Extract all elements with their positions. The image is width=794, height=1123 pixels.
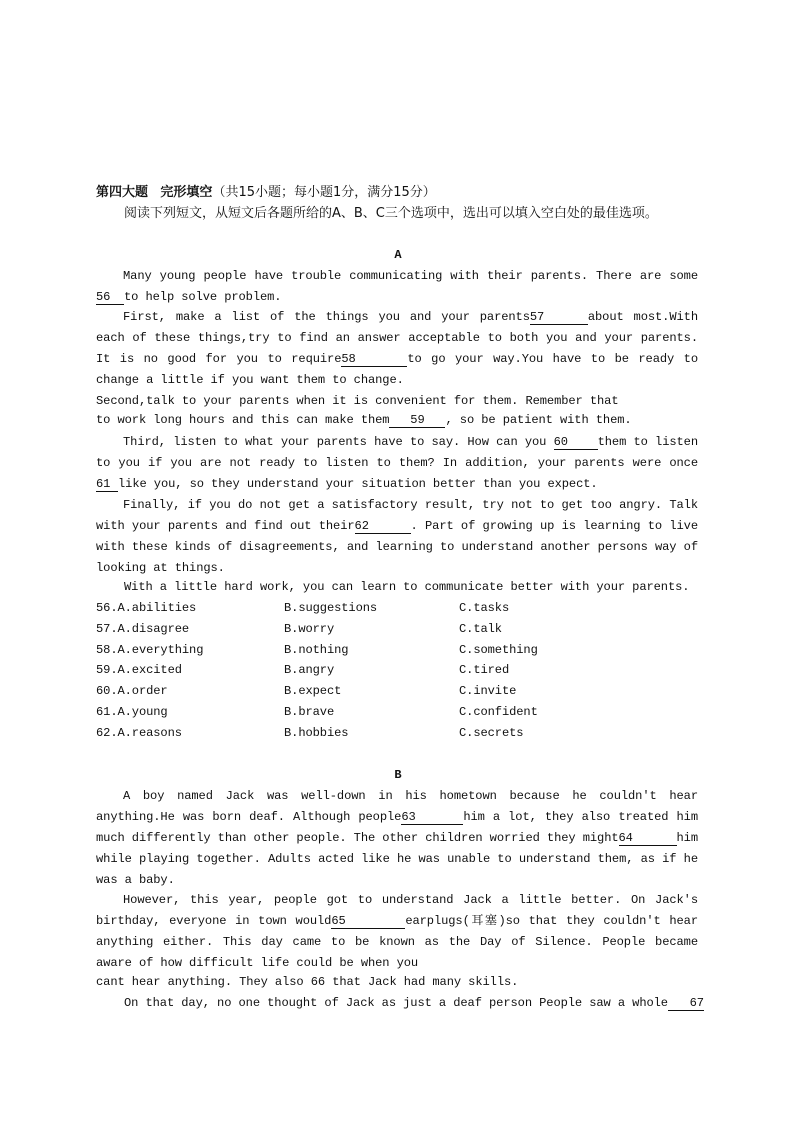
option-row-57: [96, 622, 700, 643]
option-c: C.tasks: [459, 601, 510, 615]
options-list-a: [96, 601, 700, 747]
option-a: 59.A.excited: [96, 663, 182, 678]
section-number: 第四大题: [96, 185, 149, 200]
blank-63: 63: [401, 810, 463, 825]
option-row-60: [96, 684, 700, 705]
passage-a-paragraph-5: Finally, if you do not get a satisfactory result, try not to get too angry. Talk with your parents and find out their62 . Part of growing up is learning to live with these kinds of disagreements, and learning to understand another persons way of looking at things.: [96, 498, 698, 575]
passage-a-heading: A: [394, 248, 402, 262]
blank-64: 64: [619, 831, 677, 846]
blank-61: 61: [96, 477, 118, 492]
option-c: C.secrets: [459, 725, 524, 740]
option-b: B.angry: [284, 663, 335, 678]
option-c: C.tired: [459, 663, 510, 678]
blank-62: 62: [355, 519, 411, 534]
option-row-61: [96, 705, 700, 726]
passage-a-paragraph-3-line-2: to work long hours and this can make them 59 , so be patient with them.: [96, 413, 632, 427]
option-a: 56.A.abilities: [96, 601, 197, 615]
blank-59: 59: [389, 413, 445, 428]
option-row-59: [96, 663, 700, 684]
option-a: 57.A.disagree: [96, 621, 190, 636]
option-a: 60.A.order: [96, 684, 168, 699]
option-b: B.expect: [284, 684, 342, 699]
option-c: C.something: [459, 642, 538, 657]
option-c: C.invite: [459, 684, 517, 699]
blank-65: 65: [331, 914, 405, 929]
option-b: B.hobbies: [284, 725, 349, 740]
passage-b-heading: B: [394, 768, 402, 782]
passage-a-paragraph-1: Many young people have trouble communicating with their parents. There are some 56 to help solve problem.: [96, 269, 698, 304]
section-header: [96, 181, 436, 200]
option-a: 62.A.reasons: [96, 725, 182, 740]
passage-b-paragraph-2: However, this year, people got to understand Jack a little better. On Jack's birthday, everyone in town would65 earplugs(耳塞)so that they couldn't hear anything either. This day came to be known as the Day of Silence. People became aware of how difficult life could be when you: [96, 893, 698, 970]
section-meta: （共15小题；每小题1分，满分15分）: [212, 185, 436, 200]
blank-60: 60: [554, 435, 598, 450]
option-b: B.worry: [284, 621, 335, 636]
passage-a-paragraph-2: First, make a list of the things you and your parents57 about most.With each of these things,try to find an answer acceptable to both you and your parents. It is no good for you to require58 to go your way.You have to be ready to change a little if you want them to change.: [96, 310, 698, 387]
section-name: 完形填空: [160, 185, 213, 200]
passage-b-paragraph-1: A boy named Jack was well-down in his hometown because he couldn't hear anything.He was born deaf. Although people63 him a lot, they also treated him much differently than other people. The other children worried they might64 him while playing together. Adults acted like he was unable to understand them, as if he was a baby.: [96, 789, 698, 887]
blank-56: 56: [96, 290, 124, 305]
option-c: C.talk: [459, 621, 502, 636]
blank-67: 67: [668, 996, 704, 1011]
option-b: B.suggestions: [284, 601, 378, 615]
passage-b-paragraph-2-last-line: cant hear anything. They also 66 that Jack had many skills.: [96, 975, 519, 989]
option-row-58: [96, 643, 700, 664]
blank-58: 58: [341, 352, 407, 367]
passage-a-paragraph-6: With a little hard work, you can learn to communicate better with your parents.: [124, 580, 690, 594]
option-b: B.brave: [284, 704, 335, 719]
option-a: 58.A.everything: [96, 642, 204, 657]
passage-a-paragraph-3-line-1: Second,talk to your parents when it is convenient for them. Remember that: [96, 394, 619, 408]
section-instruction: 阅读下列短文，从短文后各题所给的A、B、C三个选项中，选出可以填入空白处的最佳选项。: [124, 206, 658, 221]
blank-57: 57: [530, 310, 588, 325]
option-row-62: [96, 726, 700, 747]
passage-a-paragraph-4: Third, listen to what your parents have to say. How can you 60 them to listen to you if you are not ready to listen to them? In addition, your parents were once 61 like you, so they understand your situation better than you expect.: [96, 435, 698, 491]
option-row-56: [96, 601, 700, 622]
option-a: 61.A.young: [96, 704, 168, 719]
option-b: B.nothing: [284, 642, 349, 657]
passage-b-paragraph-3: On that day, no one thought of Jack as just a deaf person People saw a whole 67: [124, 996, 704, 1010]
option-c: C.confident: [459, 704, 538, 719]
